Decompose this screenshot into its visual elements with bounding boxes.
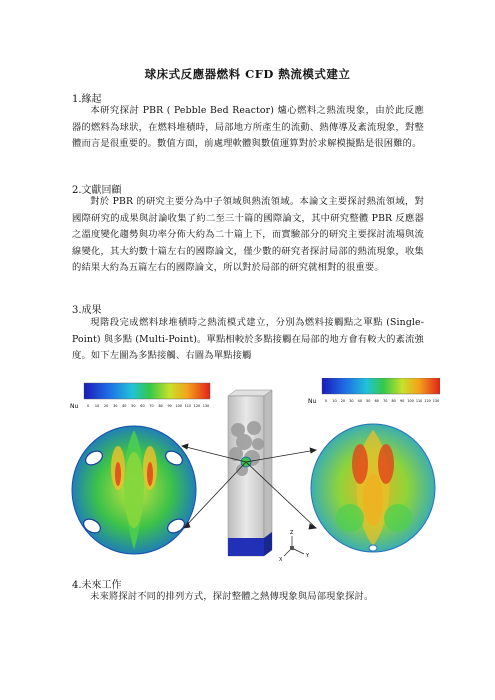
colorbar-left-tick-10: 100	[175, 404, 183, 408]
document-title: 球床式反應器燃料 CFD 熱流模式建立	[144, 67, 351, 81]
colorbar-left-tick-4: 40	[122, 404, 127, 408]
simulation-figure	[60, 378, 440, 578]
axis-label-z: Z	[290, 530, 294, 536]
colorbar-right-label: Nu	[308, 398, 317, 405]
section-body-2-text: 對於 PBR 的研究主要分為中子領域與熱流領域。本論文主要探討熱流領域，對國際研究的成果與討論收集了約二至三十篇的國際論文，其中研究整體 PBR 反應器之溫度變化趨勢與功率分佈大約為二十篇上下，而實驗部分的研究主要探討流場與流線變化，其大約數十篇左右的國際論文，僅少數的研究者探討局部的熱流現象，收集的結果大約為五篇左右的國際論文，所以對於局部的研究就相對的很重要。	[72, 196, 424, 274]
axis-label-x: X	[279, 557, 283, 563]
axis-label-y: Y	[306, 553, 310, 559]
section-heading-3: 3.成果	[72, 305, 102, 316]
section-heading-4: 4.未來工作	[72, 580, 122, 591]
colorbar-right-tick-10: 100	[407, 399, 414, 403]
colorbar-right-tick-6: 60	[374, 399, 379, 403]
colorbar-right-ticks	[325, 399, 439, 403]
section-body-4-text: 未來將探討不同的排列方式，探討整體之熱傳現象與局部現象探討。	[90, 591, 374, 602]
colorbar-left-tick-2: 20	[103, 404, 109, 408]
colorbar-left	[70, 383, 210, 410]
colorbar-right-tick-11: 110	[415, 399, 423, 403]
colorbar-left-tick-6: 60	[140, 404, 145, 408]
axis-triad	[279, 530, 310, 563]
sphere-multi-point	[72, 426, 196, 554]
sphere-single-point	[311, 424, 435, 552]
colorbar-left-label: Nu	[70, 403, 79, 410]
colorbar-right	[308, 378, 440, 405]
section-body-3-text: 現階段完成燃料球堆積時之熱流模式建立，分別為燃料接觸點之單點 (Single-Point) 與多點 (Multi-Point)。單點相較於多點接觸在局部的地方會有較大的紊流強度。如下左圖為多點接觸、右圖為單點接觸	[72, 317, 424, 362]
colorbar-left-tick-0: 0	[86, 404, 90, 408]
colorbar-right-tick-8: 80	[391, 399, 396, 403]
colorbar-left-tick-3: 30	[113, 404, 118, 408]
colorbar-right-tick-0: 0	[324, 399, 328, 403]
section-body-1-text: 本研究探討 PBR ( Pebble Bed Reactor) 爐心燃料之熱流現象，由於此反應器的燃料為球狀，在燃料堆積時，局部地方所產生的流動、熱傳導及紊流現象，對整體而言是很重要的。數值方面，前處理軟體與數值運算對於求解模擬點是很困難的。	[72, 105, 424, 150]
colorbar-right-tick-13: 130	[432, 399, 440, 403]
colorbar-right-tick-7: 70	[383, 399, 388, 403]
section-body-1	[72, 103, 424, 153]
colorbar-right-tick-9: 90	[399, 399, 405, 403]
colorbar-left-tick-9: 90	[167, 404, 172, 408]
section-body-3	[72, 315, 424, 365]
colorbar-left-tick-8: 80	[158, 404, 163, 408]
colorbar-right-tick-3: 30	[349, 399, 354, 403]
colorbar-left-tick-5: 50	[131, 404, 136, 408]
colorbar-left-tick-11: 110	[184, 404, 192, 408]
colorbar-left-tick-1: 10	[94, 404, 100, 408]
pebble-bed-column	[228, 390, 272, 556]
colorbar-left-tick-12: 120	[193, 404, 201, 408]
section-heading-1: 1.緣起	[72, 94, 102, 105]
colorbar-right-tick-12: 120	[424, 399, 431, 403]
colorbar-left-tick-7: 70	[149, 404, 154, 408]
colorbar-right-tick-5: 50	[366, 399, 371, 403]
colorbar-left-ticks	[87, 404, 209, 408]
colorbar-right-tick-1: 10	[332, 399, 337, 403]
section-heading-2: 2.文獻回顧	[72, 185, 122, 196]
colorbar-right-tick-4: 40	[357, 399, 363, 403]
colorbar-right-tick-2: 20	[340, 399, 346, 403]
colorbar-left-tick-13: 130	[202, 404, 210, 408]
section-body-2	[72, 194, 424, 277]
section-body-4	[72, 589, 424, 606]
